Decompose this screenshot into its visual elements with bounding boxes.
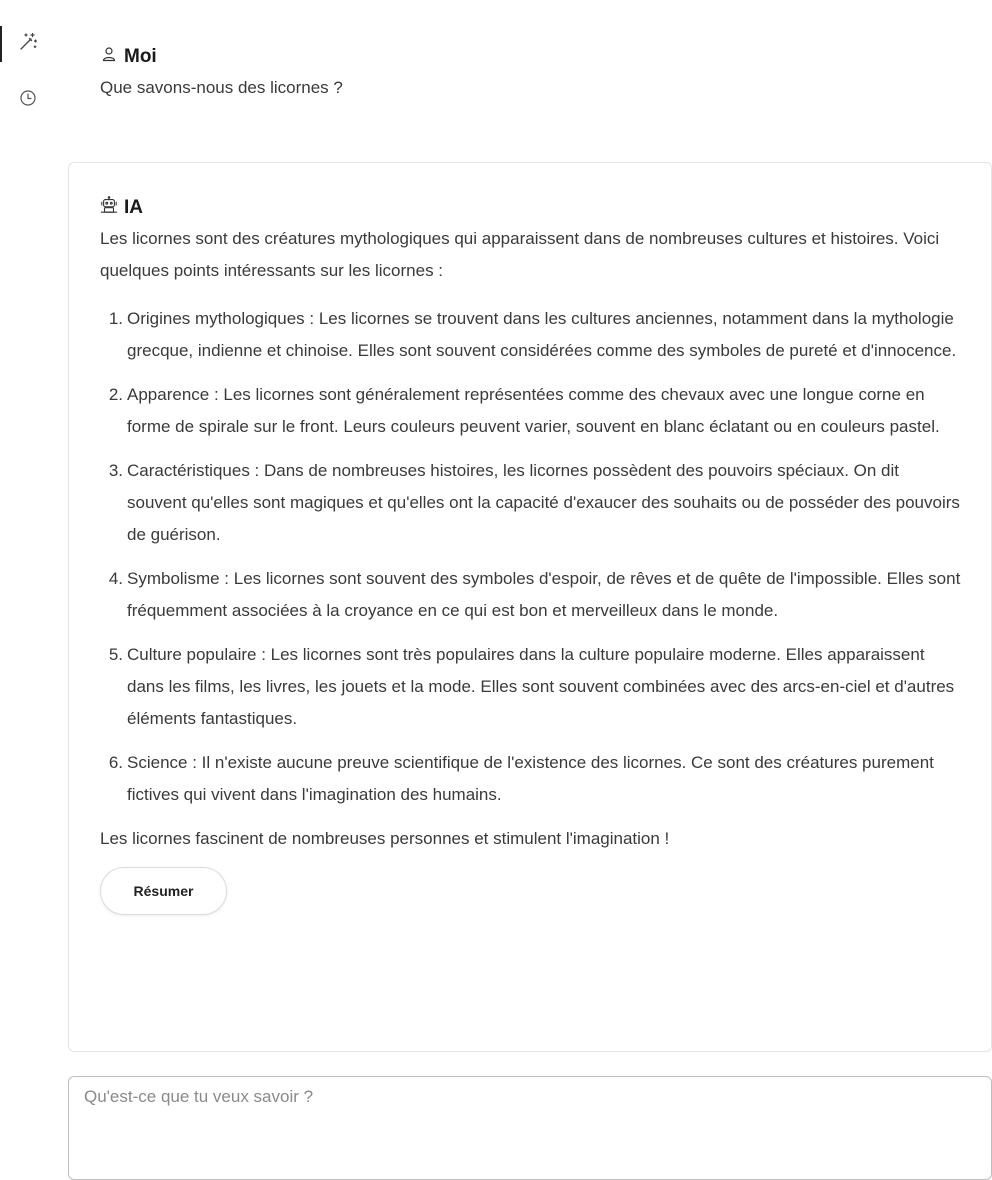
list-item-number: 4.: [108, 569, 123, 588]
user-message-text: Que savons-nous des licornes ?: [100, 78, 343, 97]
user-icon: [100, 45, 118, 69]
summarize-button[interactable]: Résumer: [100, 867, 227, 915]
list-item: [100, 563, 961, 627]
ai-author: IA: [124, 197, 143, 218]
list-item-text: Science : Il n'existe aucune preuve scientifique de l'existence des licornes. Ce sont des créatures purement fictives qui vivent dans l'imagination des humains.: [127, 753, 934, 804]
user-message: [100, 44, 960, 104]
list-item-number: 5.: [108, 645, 123, 664]
ai-message-header: [100, 195, 961, 221]
list-item: [100, 747, 961, 811]
ai-points-list: [100, 303, 961, 811]
list-item-number: 3.: [108, 461, 123, 480]
user-author: Moi: [124, 46, 157, 67]
list-item: [100, 303, 961, 367]
robot-icon: [100, 196, 118, 220]
question-input[interactable]: [68, 1076, 992, 1180]
sidebar-item-magic[interactable]: [0, 26, 56, 62]
ai-intro: Les licornes sont des créatures mythologiques qui apparaissent dans de nombreuses cultures et histoires. Voici quelques points intéressants sur les licornes :: [100, 229, 940, 280]
list-item-text: Culture populaire : Les licornes sont très populaires dans la culture populaire moderne. Elles apparaissent dans les films, les livres, les jouets et la mode. Elles sont souvent combinées avec des arcs-en-ciel et d'autres éléments fantastiques.: [127, 645, 955, 728]
sidebar: [0, 0, 56, 1180]
ai-outro: Les licornes fascinent de nombreuses personnes et stimulent l'imagination !: [100, 829, 670, 848]
user-message-header: [100, 44, 960, 70]
list-item-text: Caractéristiques : Dans de nombreuses histoires, les licornes possèdent des pouvoirs spéciaux. On dit souvent qu'elles sont magiques et qu'elles ont la capacité d'exaucer des souhaits ou de posséder des pouvoirs de guérison.: [127, 461, 960, 544]
list-item: [100, 379, 961, 443]
list-item-number: 6.: [108, 753, 123, 772]
list-item-number: 2.: [108, 385, 123, 404]
list-item-number: 1.: [108, 309, 123, 328]
magic-wand-icon: [18, 32, 38, 57]
list-item-text: Apparence : Les licornes sont généralement représentées comme des chevaux avec une longue corne en forme de spirale sur le front. Leurs couleurs peuvent varier, souvent en blanc éclatant ou en couleurs pastel.: [127, 385, 940, 436]
ai-message-card: [68, 162, 992, 1052]
list-item-text: Origines mythologiques : Les licornes se trouvent dans les cultures anciennes, notamment dans la mythologie grecque, indienne et chinoise. Elles sont souvent considérées comme des symboles de pureté et d'innocence.: [127, 309, 957, 360]
sidebar-item-history[interactable]: [0, 82, 56, 118]
list-item: [100, 639, 961, 735]
list-item: [100, 455, 961, 551]
history-clock-icon: [18, 88, 38, 113]
list-item-text: Symbolisme : Les licornes sont souvent des symboles d'espoir, de rêves et de quête de l'impossible. Elles sont fréquemment associées à la croyance en ce qui est bon et merveilleux dans le monde.: [127, 569, 961, 620]
